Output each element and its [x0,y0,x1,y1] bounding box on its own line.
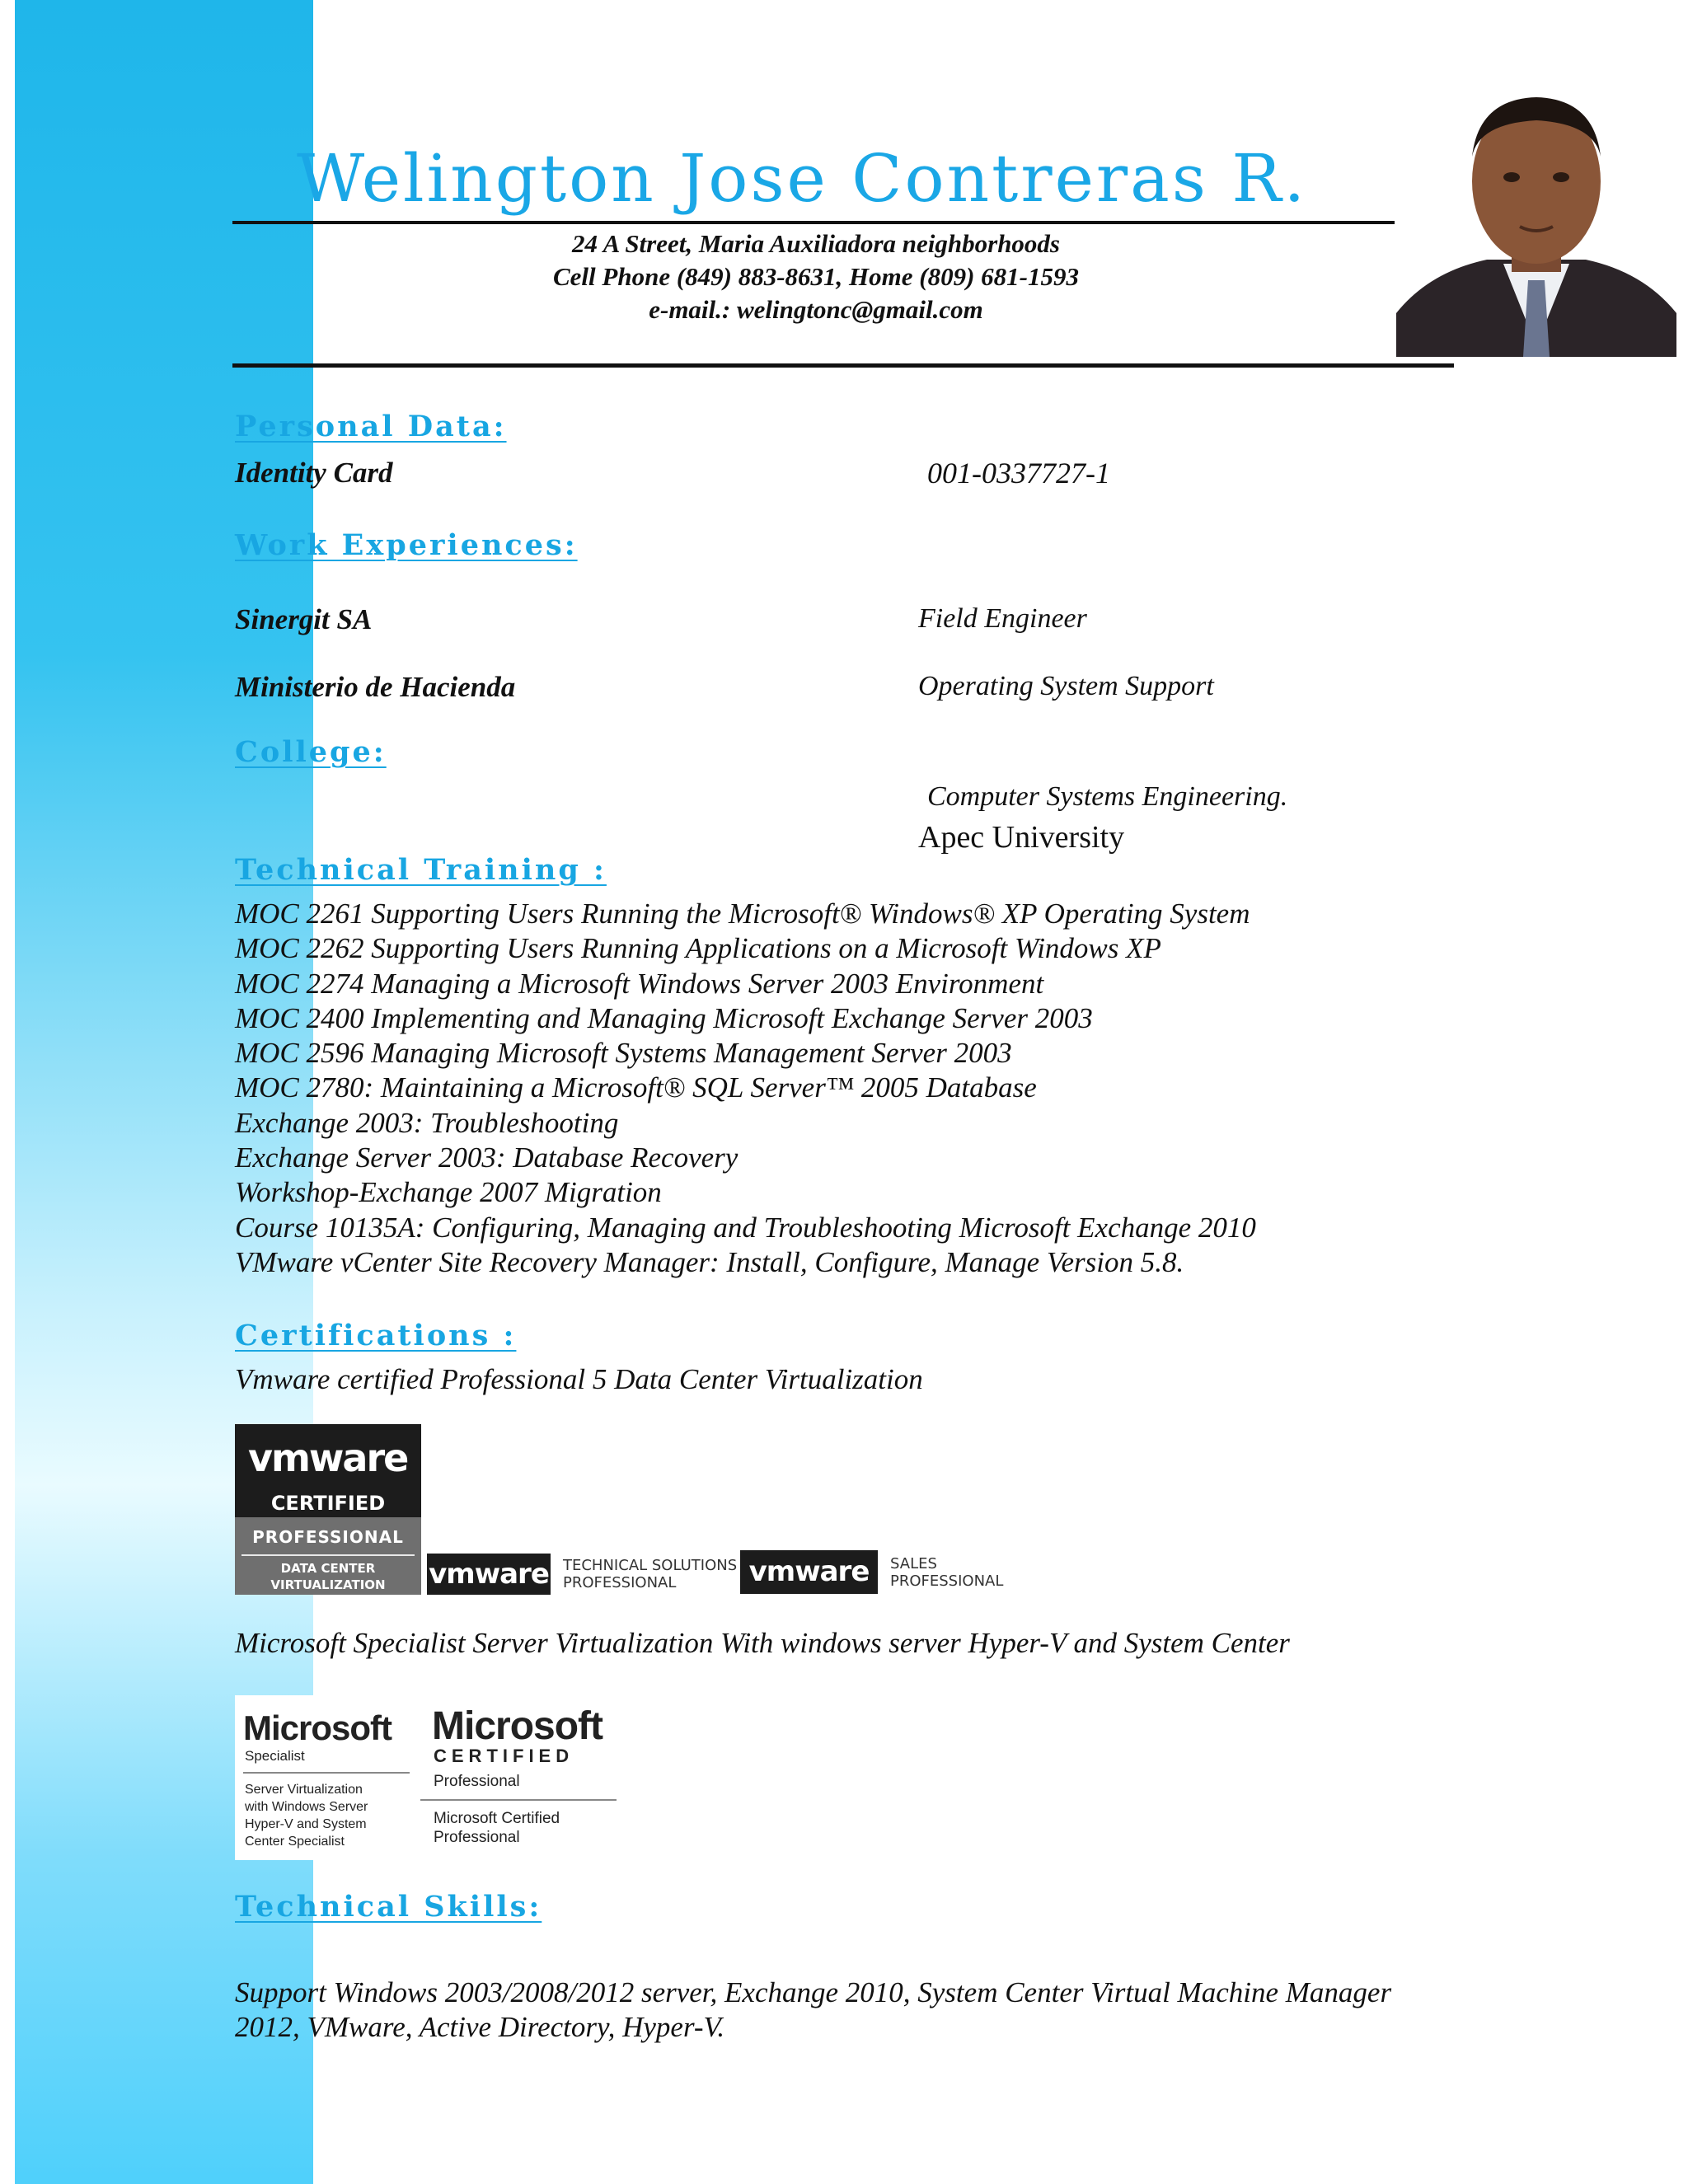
badge-certified-label: CERTIFIED [270,1492,386,1515]
address-line: 24 A Street, Maria Auxiliadora neighborhoods [572,229,1060,258]
microsoft-logo-text: Microsoft [243,1708,392,1747]
description-line: Professional [434,1829,520,1846]
email-line: e-mail.: welingtonc@gmail.com [649,295,983,324]
badge-professional-label: PROFESSIONAL [252,1527,404,1547]
badge-specialty [235,1560,421,1593]
training-item: VMware vCenter Site Recovery Manager: Install, Configure, Manage Version 5.8. [235,1245,1184,1278]
description-line: Hyper-V and System [245,1817,367,1831]
identity-card-value: 001-0337727-1 [927,457,1110,490]
caption-line: SALES [890,1555,937,1572]
section-heading-work: Work Experiences: [235,528,578,562]
training-item: MOC 2274 Managing a Microsoft Windows Server 2003 Environment [235,967,1044,1000]
certified-label: CERTIFIED [434,1746,574,1766]
work-company: Ministerio de Hacienda [235,671,516,703]
training-list [235,897,1256,1280]
description-line: with Windows Server [245,1800,368,1814]
skills-line: Support Windows 2003/2008/2012 server, Exchange 2010, System Center Virtual Machine Manager [235,1976,1392,2008]
training-item: MOC 2780: Maintaining a Microsoft® SQL Server™ 2005 Database [235,1071,1037,1104]
badge-professional-panel [235,1517,421,1595]
training-item: Exchange Server 2003: Database Recovery [235,1141,738,1174]
caption-line: PROFESSIONAL [890,1572,1004,1590]
description-line: Microsoft Certified [434,1810,560,1827]
work-role: Field Engineer [918,603,1087,634]
vmware-tsp-logo: vmware [427,1554,551,1595]
description-line: Center Specialist [245,1835,345,1849]
identity-card-label: Identity Card [235,457,393,489]
microsoft-certified-badge [420,1695,617,1860]
section-heading-training: Technical Training : [235,853,607,887]
header-divider-top [232,221,1395,224]
training-item: Course 10135A: Configuring, Managing and Troubleshooting Microsoft Exchange 2010 [235,1211,1256,1244]
college-degree: Computer Systems Engineering. [927,781,1288,812]
badge-specialty-line: VIRTUALIZATION [270,1577,386,1592]
vmware-tsp-caption [563,1557,737,1591]
phone-line: Cell Phone (849) 883-8631, Home (809) 681-1593 [552,262,1079,291]
specialist-description [245,1781,368,1850]
profile-photo [1396,66,1676,357]
candidate-name: Welington Jose Contreras R. [297,140,1307,217]
training-item: MOC 2596 Managing Microsoft Systems Management Server 2003 [235,1037,1012,1070]
badge-divider [241,1554,415,1556]
badge-specialty-line: DATA CENTER [280,1561,376,1576]
work-company: Sinergit SA [235,603,373,635]
caption-line: PROFESSIONAL [563,1574,677,1591]
microsoft-logo-text: Microsoft [432,1704,603,1748]
section-heading-college: College: [235,735,387,769]
training-item: Exchange 2003: Troubleshooting [235,1106,619,1139]
vmware-sp-caption [890,1555,1003,1590]
description-line: Server Virtualization [245,1783,363,1797]
section-heading-certifications: Certifications : [235,1319,517,1352]
vmware-logo: vmware [248,1436,408,1480]
caption-line: TECHNICAL SOLUTIONS [563,1557,738,1574]
section-heading-skills: Technical Skills: [235,1890,542,1924]
certified-description [434,1809,560,1847]
specialist-label: Specialist [245,1748,305,1764]
header-divider-bottom [232,363,1454,368]
microsoft-certification-text: Microsoft Specialist Server Virtualization With windows server Hyper-V and System Center [235,1627,1290,1659]
training-item: MOC 2261 Supporting Users Running the Microsoft® Windows® XP Operating System [235,898,1250,930]
professional-label: Professional [434,1773,520,1790]
badge-divider [243,1772,410,1774]
vmware-vcp-badge [235,1424,421,1595]
college-university: Apec University [918,820,1125,855]
microsoft-specialist-badge [235,1695,418,1860]
section-heading-personal: Personal Data: [235,410,507,443]
training-item: Workshop-Exchange 2007 Migration [235,1176,662,1209]
vmware-certification-text: Vmware certified Professional 5 Data Center Virtualization [235,1363,923,1395]
work-role: Operating System Support [918,671,1214,701]
skills-line: 2012, VMware, Active Directory, Hyper-V. [235,2011,725,2043]
training-item: MOC 2262 Supporting Users Running Applications on a Microsoft Windows XP [235,932,1161,965]
training-item: MOC 2400 Implementing and Managing Microsoft Exchange Server 2003 [235,1001,1093,1034]
vmware-sp-logo: vmware [740,1550,878,1594]
badge-divider [420,1799,617,1801]
page-margin [0,0,15,2184]
